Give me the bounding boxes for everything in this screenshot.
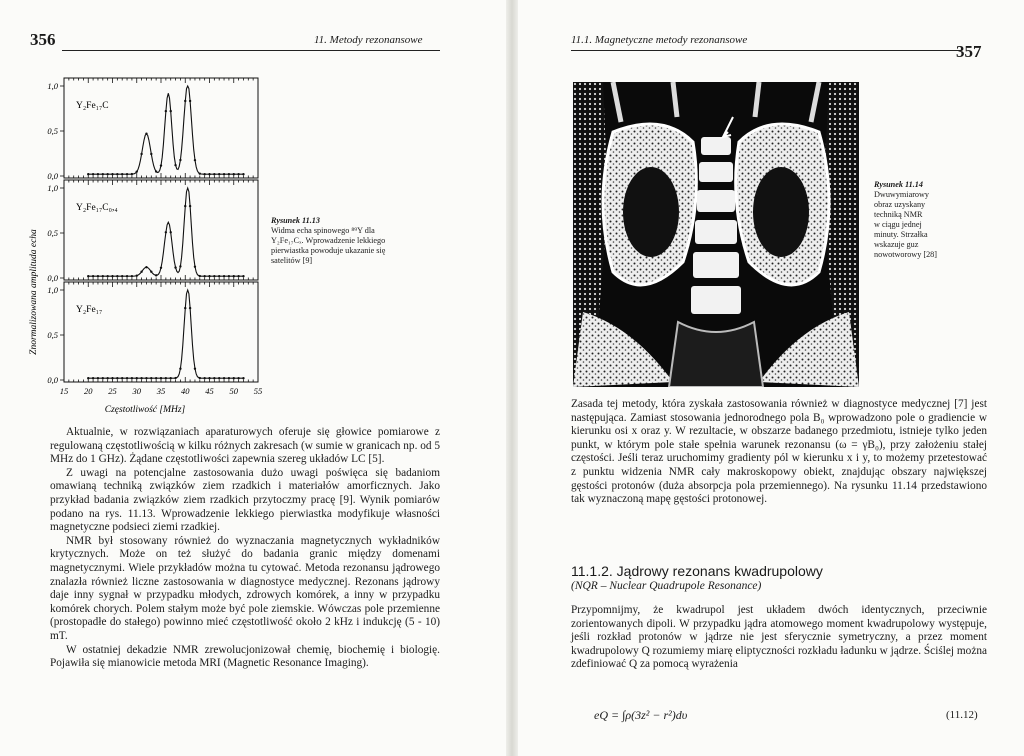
- spectrum-point: [111, 275, 113, 277]
- spectrum-point: [102, 377, 104, 379]
- x-tick-label: 40: [181, 386, 190, 396]
- caption-line: obraz uzyskany: [874, 200, 926, 209]
- right-header-rule: [571, 50, 961, 51]
- paragraph: Zasada tej metody, która zyskała zastosowania również w diagnostyce medycznej [7] jest następująca. Zamiast stosowania jednorodnego pola B₀ wprowadzono pole o gradiencie w kierunku osi x oraz y. W rezultacie, w obszarze badanego przedmiotu, istnieje tylko jeden punkt, w którym pole stałe spełnia warunek rezonansu (ω = γB₀), przy założeniu stałej częstości. Jeśli teraz uruchomimy gradienty pól w kierunku x i y, to możemy przetestować z punktu widzenia NMR cały makroskopowy obiekt, znajdując obszary największej gęstości protonów (duża absorpcja pola przemiennego). Na rysunku 11.14 przedstawiono tak wyznaczoną mapę gęstości protonowej.: [571, 398, 987, 506]
- spectrum-point: [155, 274, 157, 276]
- right-page: [516, 0, 1024, 756]
- spectrum-point: [111, 377, 113, 379]
- spectrum-point: [203, 275, 205, 277]
- spectrum-point: [208, 377, 210, 379]
- spectrum-point: [242, 173, 244, 175]
- spectrum-point: [121, 377, 123, 379]
- panel-label: Y₂Fe₁₇C: [76, 101, 109, 111]
- spectrum-point: [199, 275, 201, 277]
- spectrum-point: [223, 377, 225, 379]
- spectrum-point: [111, 173, 113, 175]
- caption-line: nowotworowy [28]: [874, 250, 937, 259]
- spectrum-point: [165, 231, 167, 233]
- spectrum-point: [194, 159, 196, 161]
- spectrum-point: [228, 377, 230, 379]
- caption-line: pierwiastka powoduje ukazanie się: [271, 246, 386, 255]
- spectrum-point: [106, 275, 108, 277]
- spectrum-point: [199, 377, 201, 379]
- spectrum-point: [237, 173, 239, 175]
- spectrum-panel: [47, 282, 258, 385]
- x-axis-label: Częstotliwość [MHz]: [104, 405, 186, 415]
- paragraph: NMR był stosowany również do wyznaczania magnetycznych wykładników krytycznych. Może on też służyć do badania granic między domenami magnetycznymi. Wiele przykładów można tu cytować. Metoda rezonansu jądrowego znalazła również liczne zastosowania w diagnostyce medycznej. Rezonans jądrowy daje inny sygnał w przypadku młodych, zdrowych komórek, a inny w przypadku komórek chorych. Polem stałym może być pole ziemskie. Wówczas pole przemienne (prostopadłe do stałego) powinno mieć częstotliwość około 2 kHz i indukcję (5 - 10) mT.: [50, 534, 440, 642]
- spectrum-point: [233, 377, 235, 379]
- spectrum-point: [223, 275, 225, 277]
- spectrum-point: [116, 173, 118, 175]
- spectrum-point: [155, 377, 157, 379]
- caption-line: w ciągu jednej: [874, 220, 922, 229]
- spectrum-point: [106, 173, 108, 175]
- spectrum-point: [126, 275, 128, 277]
- spectrum-line: [88, 86, 243, 174]
- spectrum-point: [194, 266, 196, 268]
- spectrum-point: [145, 266, 147, 268]
- spectrum-point: [136, 170, 138, 172]
- spectrum-point: [87, 173, 89, 175]
- equation-number: (11.12): [946, 709, 978, 721]
- caption-title: Rysunek 11.14: [874, 180, 923, 189]
- y-tick-label: 0,0: [47, 171, 58, 181]
- spectrum-point: [150, 153, 152, 155]
- spectrum-point: [213, 275, 215, 277]
- spectrum-point: [116, 275, 118, 277]
- spectrum-point: [174, 377, 176, 379]
- spectrum-point: [106, 377, 108, 379]
- spectrum-point: [184, 205, 186, 207]
- right-running-header: 11.1. Magnetyczne metody rezonansowe: [571, 34, 748, 46]
- spectrum-point: [194, 368, 196, 370]
- spectrum-point: [233, 275, 235, 277]
- x-tick-label: 55: [253, 386, 263, 396]
- spectrum-point: [102, 173, 104, 175]
- equation: eQ = ∫ρ(3z² − r²)dυ: [594, 708, 688, 722]
- spectrum-point: [160, 267, 162, 269]
- spectrum-point: [208, 173, 210, 175]
- caption-line: wskazuje guz: [874, 240, 919, 249]
- figure-caption-11-13: [271, 216, 441, 266]
- x-tick-label: 35: [156, 386, 166, 396]
- spectrum-point: [160, 377, 162, 379]
- spectrum-point: [145, 377, 147, 379]
- spectrum-point: [145, 133, 147, 135]
- panel-label: Y₂Fe₁₇: [76, 305, 103, 315]
- spectrum-point: [136, 377, 138, 379]
- spectrum-point: [242, 377, 244, 379]
- spectrum-point: [208, 275, 210, 277]
- spectrum-point: [97, 173, 99, 175]
- spectrum-point: [174, 164, 176, 166]
- left-running-header: 11. Metody rezonansowe: [314, 34, 423, 46]
- paragraph: Przypomnijmy, że kwadrupol jest układem dwóch identycznych, przeciwnie zorientowanych dipoli. W przypadku jądra atomowego moment kwadrupolowy występuje, jeśli rozkład protonów w jądrze nie jest sferycznie symetryczny, a przez moment kwadrupolowy Q rozumiemy miarę eliptyczności rozkładu ładunku w jądrze. Ściślej można zdefiniować Q za pomocą wyrażenia: [571, 604, 987, 671]
- spectrum-point: [213, 173, 215, 175]
- figure-caption-11-14: [874, 180, 984, 260]
- x-tick-label: 25: [108, 386, 117, 396]
- spectrum-point: [150, 377, 152, 379]
- y-tick-label: 0,5: [47, 228, 58, 238]
- spectrum-point: [140, 271, 142, 273]
- x-tick-label: 45: [205, 386, 214, 396]
- spectrum-point: [174, 266, 176, 268]
- panel-label: Y₂Fe₁₇C₀,₄: [76, 203, 118, 213]
- paragraph: Aktualnie, w rozwiązaniach aparaturowych oferuje się głowice pomiarowe z regulowaną częstotliwością w kilku różnych zakresach (w sumie w granicach np. od 5 MHz do 1 GHz). Żądane częstotliwości zapewnia szereg układów LC [5].: [50, 426, 440, 466]
- mri-scan-image: [573, 82, 859, 387]
- right-body-text-2: [571, 604, 987, 672]
- left-page: [0, 0, 508, 756]
- spectrum-point: [218, 173, 220, 175]
- spectrum-point: [184, 307, 186, 309]
- spectrum-line: [88, 290, 243, 378]
- spectrum-point: [131, 173, 133, 175]
- spectrum-point: [97, 377, 99, 379]
- spectrum-point: [87, 377, 89, 379]
- caption-title: Rysunek 11.13: [271, 216, 320, 225]
- y-tick-label: 1,0: [47, 285, 58, 295]
- spectrum-point: [242, 275, 244, 277]
- caption-line: Widma echa spinowego ⁸⁹Y dla: [271, 226, 375, 235]
- spectrum-panel: [47, 78, 258, 181]
- spectrum-point: [228, 173, 230, 175]
- y-tick-label: 0,5: [47, 330, 58, 340]
- spectrum-point: [92, 173, 94, 175]
- spectrum-point: [121, 173, 123, 175]
- left-page-number: 356: [30, 30, 56, 49]
- spectrum-point: [126, 173, 128, 175]
- y-tick-label: 0,0: [47, 375, 58, 385]
- spectrum-point: [218, 377, 220, 379]
- spectrum-point: [184, 100, 186, 102]
- spectrum-point: [131, 275, 133, 277]
- paragraph: Z uwagi na potencjalne zastosowania dużo uwagi poświęca się badaniom omawianą techniką związków ziem rzadkich i materiałów amorficznych. Jako przykład badania związków ziem rzadkich przytoczmy pracę [9]. Wynik pomiarów podano na rys. 11.13. Wprowadzenie lekkiego pierwiastka modyfikuje własności magnetyczne podsieci ziemi rzadkiej.: [50, 466, 440, 534]
- spectrum-point: [237, 275, 239, 277]
- x-tick-label: 20: [84, 386, 93, 396]
- spectrum-point: [213, 377, 215, 379]
- spectrum-point: [131, 377, 133, 379]
- spectrum-point: [92, 377, 94, 379]
- spectrum-point: [203, 173, 205, 175]
- paragraph: W ostatniej dekadzie NMR zrewolucjonizował chemię, biochemię i biologię. Pojawiła się mianowicie metoda MRI (Magnetic Resonance Imaging).: [50, 643, 440, 670]
- y-tick-label: 1,0: [47, 183, 58, 193]
- spectrum-point: [155, 170, 157, 172]
- right-body-text-1: [571, 398, 987, 507]
- spectrum-point: [92, 275, 94, 277]
- spectrum-point: [228, 275, 230, 277]
- section-title: 11.1.2. Jądrowy rezonans kwadrupolowy: [571, 563, 823, 579]
- spectrum-point: [170, 377, 172, 379]
- spectrum-point: [179, 265, 181, 267]
- spectrum-point: [165, 110, 167, 112]
- spectrum-point: [121, 275, 123, 277]
- right-page-number: 357: [956, 42, 982, 61]
- spectrum-point: [97, 275, 99, 277]
- y-tick-label: 0,5: [47, 126, 58, 136]
- spectrum-point: [165, 377, 167, 379]
- spectrum-point: [170, 231, 172, 233]
- spectrum-point: [140, 153, 142, 155]
- spectrum-point: [140, 377, 142, 379]
- spectrum-point: [189, 307, 191, 309]
- y-axis-label: Znormalizowana amplituda echa: [29, 229, 39, 355]
- y-tick-label: 0,0: [47, 273, 58, 283]
- spectrum-point: [189, 205, 191, 207]
- x-tick-label: 50: [229, 386, 238, 396]
- spectrum-point: [189, 100, 191, 102]
- spectrum-point: [179, 159, 181, 161]
- left-header-rule: [62, 50, 440, 51]
- spectrum-point: [116, 377, 118, 379]
- left-body-text: [50, 426, 440, 671]
- x-tick-label: 30: [132, 386, 141, 396]
- spectrum-point: [218, 275, 220, 277]
- section-subtitle: (NQR – Nuclear Quadrupole Resonance): [571, 580, 762, 592]
- spectrum-point: [223, 173, 225, 175]
- spectrum-point: [136, 274, 138, 276]
- caption-line: satelitów [9]: [271, 256, 313, 265]
- spectrum-point: [102, 275, 104, 277]
- spectrum-panel: [47, 180, 258, 283]
- spectrum-point: [126, 377, 128, 379]
- caption-line: minuty. Strzałka: [874, 230, 928, 239]
- nmr-spectra-figure: [0, 62, 280, 417]
- spectrum-point: [203, 377, 205, 379]
- spectrum-point: [199, 172, 201, 174]
- spectrum-point: [150, 271, 152, 273]
- y-tick-label: 1,0: [47, 81, 58, 91]
- spectrum-point: [179, 368, 181, 370]
- x-tick-label: 15: [59, 386, 69, 396]
- spectrum-point: [87, 275, 89, 277]
- spectrum-point: [233, 173, 235, 175]
- spectrum-point: [237, 377, 239, 379]
- caption-line: techniką NMR: [874, 210, 923, 219]
- caption-line: Y₂Fe₁₇Cₓ. Wprowadzenie lekkiego: [271, 236, 386, 245]
- caption-line: Dwuwymiarowy: [874, 190, 930, 199]
- spectrum-point: [160, 164, 162, 166]
- spectrum-point: [170, 110, 172, 112]
